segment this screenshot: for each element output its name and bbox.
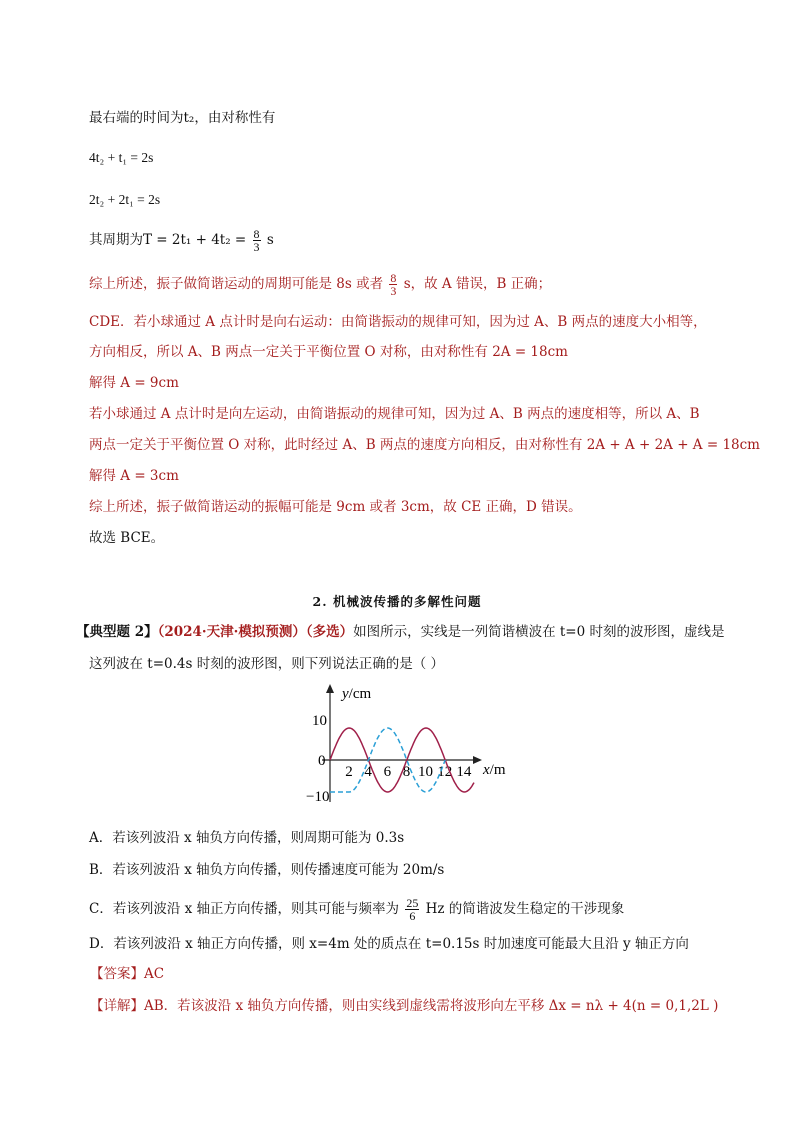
option-a: A．若该列波沿 x 轴负方向传播，则周期可能为 0.3s xyxy=(89,830,405,846)
question-line-2: 这列波在 t=0.4s 时刻的波形图，则下列说法正确的是（ ） xyxy=(89,656,445,672)
y-axis-label: y/cm xyxy=(342,686,372,702)
wave-chart xyxy=(0,682,794,812)
detail-line: 【详解】AB．若该波沿 x 轴负方向传播，则由实线到虚线需将波形向左平移 Δx = nλ + 4(n = 0,1,2L ) xyxy=(90,998,719,1014)
solve-line-2: 解得 A = 3cm xyxy=(89,468,179,484)
summary-line-2: 综上所述，振子做简谐运动的振幅可能是 9cm 或者 3cm，故 CE 正确，D 错误。 xyxy=(89,499,582,515)
section-title: 2. 机械波传播的多解性问题 xyxy=(312,594,482,609)
question-line-1 xyxy=(76,622,725,642)
x-tick-12: 12 xyxy=(437,764,453,780)
optc-suffix: Hz 的简谐波发生稳定的干涉现象 xyxy=(425,901,625,917)
left-line-1: 若小球通过 A 点计时是向左运动，由简谐振动的规律可知，因为过 A、B 两点的速度相等，所以 A、B xyxy=(89,406,700,422)
solve-line-1: 解得 A = 9cm xyxy=(89,375,179,391)
optc-prefix: C．若该列波沿 x 轴正方向传播，则其可能与频率为 xyxy=(89,901,400,917)
cde-line-1: CDE．若小球通过 A 点计时是向右运动：由简谐振动的规律可知，因为过 A、B 两点的速度大小相等， xyxy=(89,314,707,330)
chart-axes xyxy=(322,686,478,802)
summary1-prefix: 综上所述，振子做简谐运动的周期可能是 8s 或者 xyxy=(89,276,384,292)
option-d: D．若该列波沿 x 轴正方向传播，则 x=4m 处的质点在 t=0.15s 时加速度可能最大且沿 y 轴正方向 xyxy=(89,936,689,952)
equation-1: 4t₂ + t₁ = 2s xyxy=(89,150,154,165)
left-line-2: 两点一定关于平衡位置 O 对称，此时经过 A、B 两点的速度方向相反，由对称性有 2A + A + 2A + A = 18cm xyxy=(89,437,760,453)
choose-line: 故选 BCE。 xyxy=(89,530,165,546)
x-tick-8: 8 xyxy=(402,764,411,780)
x-axis-label: x/m xyxy=(483,762,506,778)
y-axis-arrow xyxy=(326,684,334,693)
period-fraction: $\frac{8}{3}$ xyxy=(253,227,260,254)
question-text-1: 如图所示，实线是一列简谐横波在 t=0 时刻的波形图，虚线是 xyxy=(353,624,725,640)
cde-line-2: 方向相反，所以 A、B 两点一定关于平衡位置 O 对称，由对称性有 2A = 18cm xyxy=(89,344,568,360)
text-line-1: 最右端的时间为t₂，由对称性有 xyxy=(89,110,276,126)
optc-fraction: $\frac{25}{6}$ xyxy=(406,896,419,923)
x-tick-10: 10 xyxy=(418,764,433,780)
x-tick-6: 6 xyxy=(383,764,392,780)
summary1-suffix: s，故 A 错误，B 正确； xyxy=(403,276,552,292)
y-tick-0: 0 xyxy=(318,753,326,769)
period-line xyxy=(89,228,274,253)
question-source: （2024·天津·模拟预测）（多选） xyxy=(157,624,354,640)
period-suffix: s xyxy=(266,232,274,248)
summary1-fraction: $\frac{8}{3}$ xyxy=(390,271,397,298)
equation-2: 2t₂ + 2t₁ = 2s xyxy=(89,192,161,207)
period-prefix: 其周期为T = 2t₁ + 4t₂ = xyxy=(89,232,247,248)
y-tick-neg10: −10 xyxy=(306,789,330,805)
x-axis-arrow xyxy=(473,756,482,764)
option-c xyxy=(89,897,624,922)
x-tick-14: 14 xyxy=(456,764,472,780)
option-b: B．若该列波沿 x 轴负方向传播，则传播速度可能为 20m/s xyxy=(89,862,445,878)
answer-line: 【答案】AC xyxy=(90,966,165,982)
summary-line-1 xyxy=(89,272,551,297)
question-label: 【典型题 2】 xyxy=(76,624,158,640)
y-tick-10: 10 xyxy=(312,713,327,729)
x-tick-2: 2 xyxy=(345,764,353,780)
x-tick-4: 4 xyxy=(364,764,372,780)
